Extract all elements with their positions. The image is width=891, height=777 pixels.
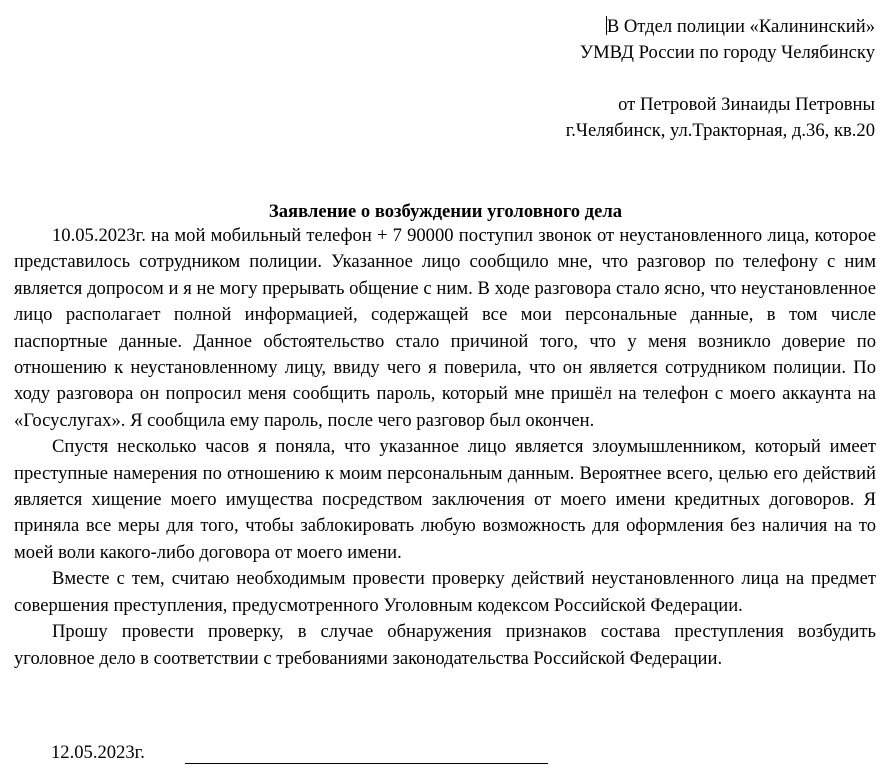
- paragraph-2: Спустя несколько часов я поняла, что указанное лицо является злоумышленником, который имеет преступные намерения по отношению к моим персональным данным. Вероятнее всего, целью его действий является хищение моего имущества посредством заключения от моего имени кредитных договоров. Я приняла все меры для того, чтобы заблокировать любую возможность для оформления без наличия на то моей воли какого-либо договора от моего имени.: [14, 436, 876, 563]
- paragraph-4: Прошу провести проверку, в случае обнаружения признаков состава преступления возбудить уголовное дело в соответствии с требованиями законодательства Российской Федерации.: [14, 621, 876, 669]
- signature-date: 12.05.2023г.: [51, 742, 145, 763]
- recipient-line-1: В Отдел полиции «Калининский»: [606, 16, 875, 37]
- document-header: [566, 14, 875, 144]
- header-spacer: [566, 66, 875, 92]
- paragraph-3: Вместе с тем, считаю необходимым провести проверку действий неустановленного лица на предмет совершения преступления, предусмотренного Уголовным кодексом Российской Федерации.: [14, 568, 876, 616]
- sender-line-2: г.Челябинск, ул.Тракторная, д.36, кв.20: [565, 120, 875, 141]
- signature-line: [185, 763, 548, 764]
- document-body: [14, 223, 876, 672]
- sender-line-1: от Петровой Зинаиды Петровны: [618, 94, 875, 115]
- document-title: Заявление о возбуждении уголовного дела: [268, 201, 623, 222]
- recipient-line-2: УМВД России по городу Челябинску: [579, 42, 875, 63]
- paragraph-1: 10.05.2023г. на мой мобильный телефон + 7 90000 поступил звонок от неустановленного лица, которое представилось сотрудником полиции. Указанное лицо сообщило мне, что разговор по телефону с ним является допросом и я не могу прерывать общение с ним. В ходе разговора стало ясно, что неустановленное лицо располагает полной информацией, содержащей все мои персональные данные, в том числе паспортные данные. Данное обстоятельство стало причиной того, что у меня возникло доверие по отношению к неустановленному лицу, ввиду чего я поверила, что он является сотрудником полиции. По ходу разговора он попросил меня сообщить пароль, который мне пришёл на телефон с моего аккаунта на «Госуслугах». Я сообщила ему пароль, после чего разговор был окончен.: [14, 225, 876, 431]
